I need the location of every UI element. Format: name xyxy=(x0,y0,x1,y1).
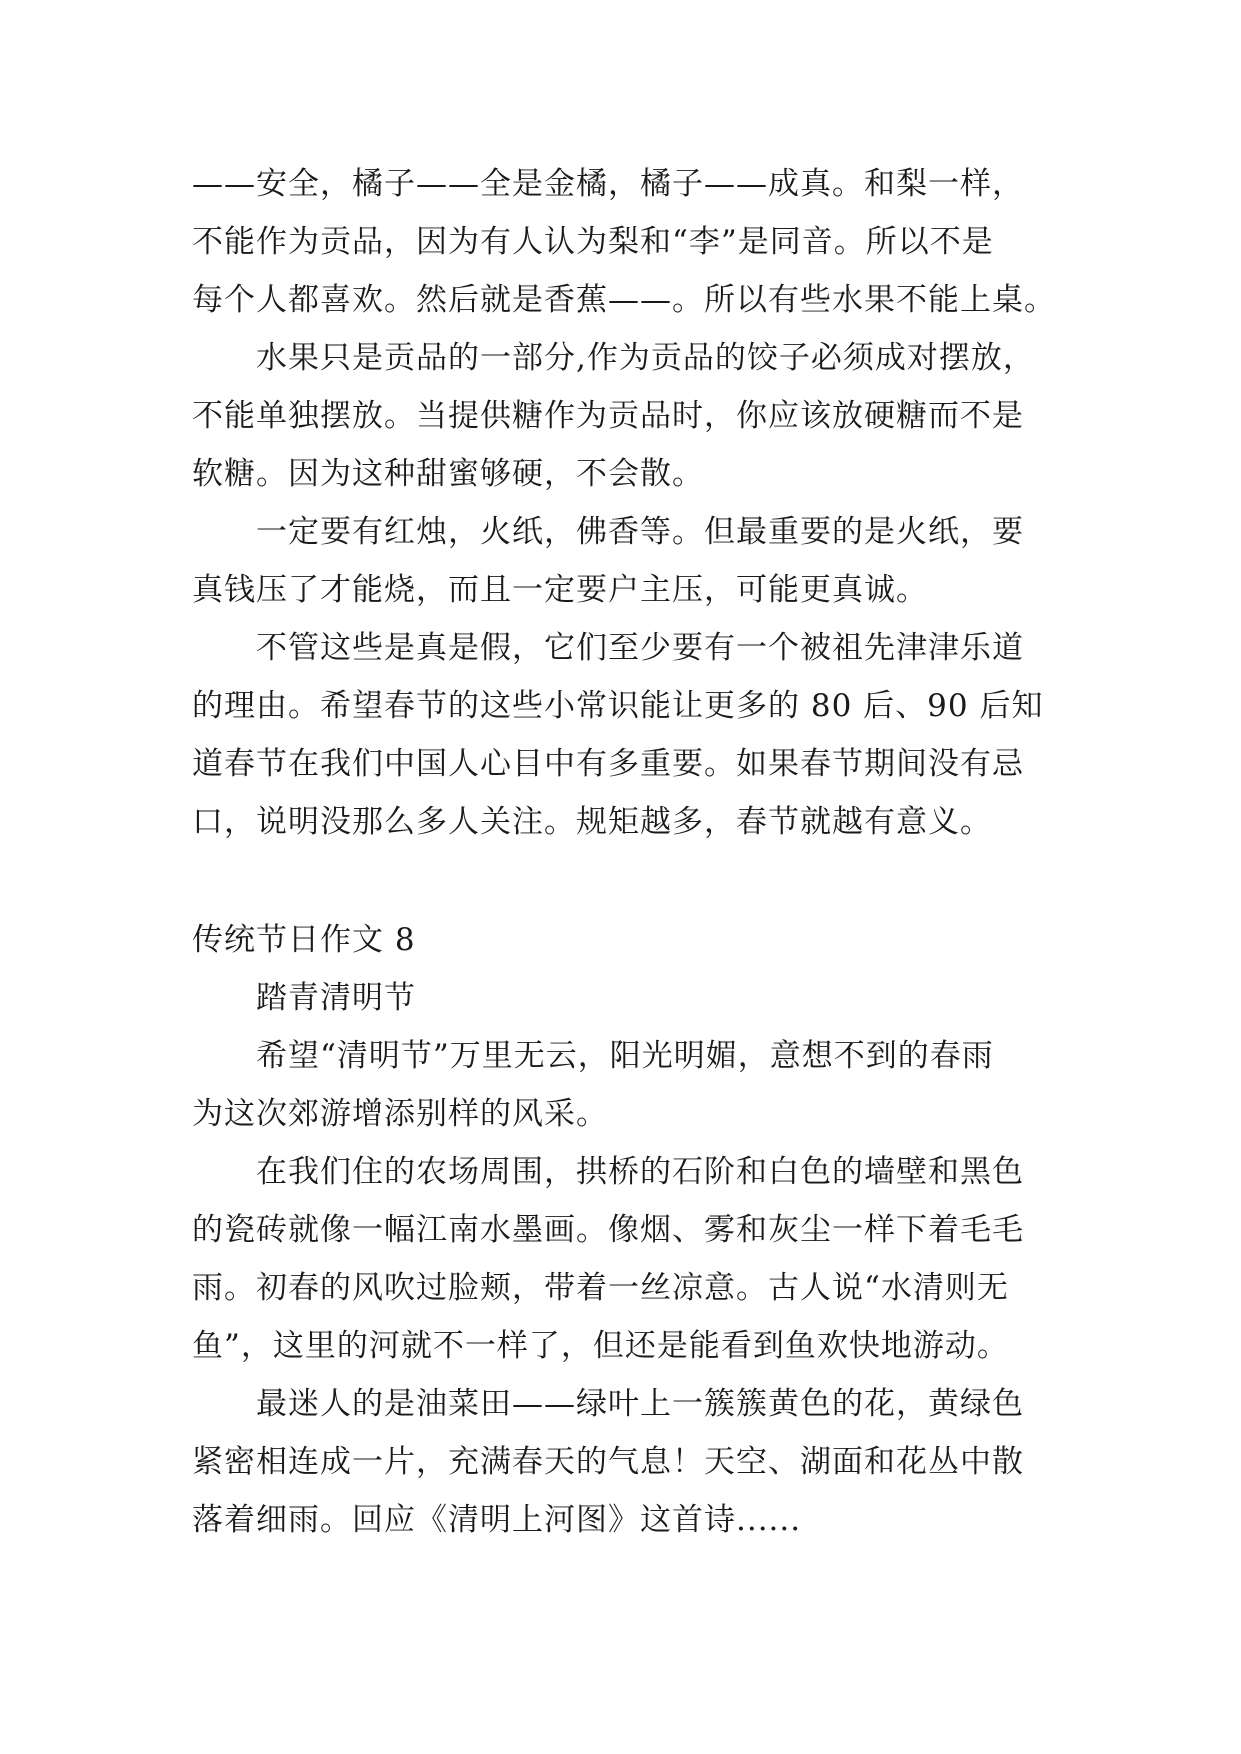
text-line: 的瓷砖就像一幅江南水墨画。像烟、雾和灰尘一样下着毛毛 xyxy=(192,1212,1024,1248)
text-line: 不能作为贡品，因为有人认为梨和“李”是同音。所以不是 xyxy=(192,224,994,260)
paragraph-start: 在我们住的农场周围，拱桥的石阶和白色的墙壁和黑色 xyxy=(256,1154,1024,1190)
text-line: 口，说明没那么多人关注。规矩越多，春节就越有意义。 xyxy=(192,804,992,840)
text-line: 落着细雨。回应《清明上河图》这首诗...... xyxy=(192,1502,802,1538)
text-line: 雨。初春的风吹过脸颊，带着一丝凉意。古人说“水清则无 xyxy=(192,1270,1009,1306)
text-line: 不能单独摆放。当提供糖作为贡品时，你应该放硬糖而不是 xyxy=(192,398,1024,434)
paragraph-start: 希望“清明节”万里无云，阳光明媚，意想不到的春雨 xyxy=(256,1038,994,1074)
text-line: 的理由。希望春节的这些小常识能让更多的 80 后、90 后知 xyxy=(192,688,1044,724)
text-line: 鱼”，这里的河就不一样了，但还是能看到鱼欢快地游动。 xyxy=(192,1328,1009,1364)
essay-title: 踏青清明节 xyxy=(256,980,416,1016)
text-line: 为这次郊游增添别样的风采。 xyxy=(192,1096,608,1132)
section-heading: 传统节日作文 8 xyxy=(192,922,416,958)
text-line: 真钱压了才能烧，而且一定要户主压，可能更真诚。 xyxy=(192,572,928,608)
text-line: 每个人都喜欢。然后就是香蕉——。所以有些水果不能上桌。 xyxy=(192,282,1056,318)
text-line: ——安全，橘子——全是金橘，橘子——成真。和梨一样， xyxy=(192,166,1024,202)
paragraph-start: 不管这些是真是假，它们至少要有一个被祖先津津乐道 xyxy=(256,630,1024,666)
paragraph-start: 水果只是贡品的一部分,作为贡品的饺子必须成对摆放， xyxy=(256,340,1035,376)
text-line: 道春节在我们中国人心目中有多重要。如果春节期间没有忌 xyxy=(192,746,1024,782)
text-line: 紧密相连成一片，充满春天的气息！天空、湖面和花丛中散 xyxy=(192,1444,1024,1480)
paragraph-start: 一定要有红烛，火纸，佛香等。但最重要的是火纸，要 xyxy=(256,514,1024,550)
paragraph-start: 最迷人的是油菜田——绿叶上一簇簇黄色的花，黄绿色 xyxy=(256,1386,1024,1422)
text-line: 软糖。因为这种甜蜜够硬，不会散。 xyxy=(192,456,704,492)
